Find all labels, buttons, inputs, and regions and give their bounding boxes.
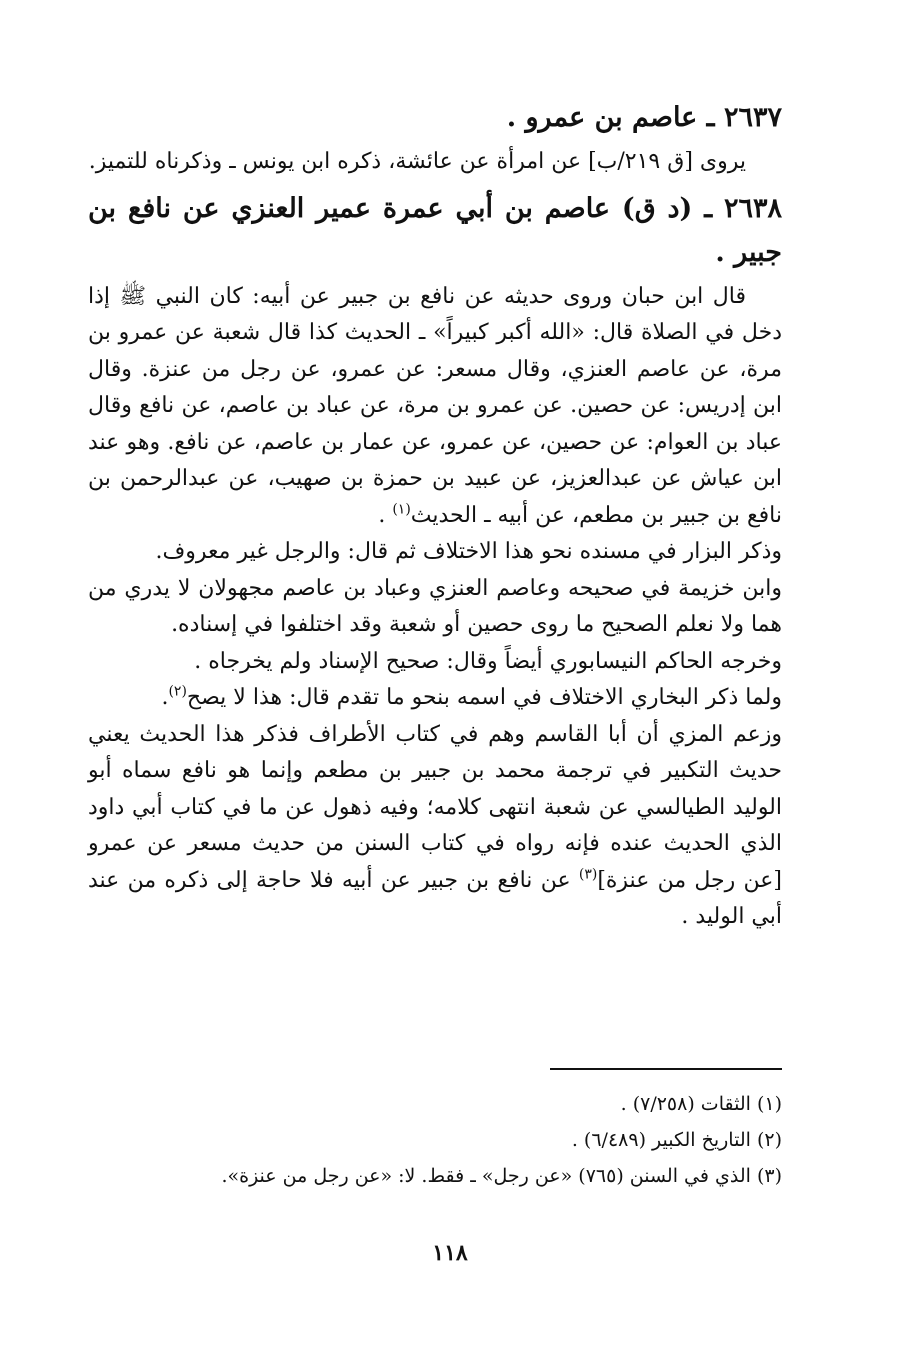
main-text	[88, 96, 782, 936]
entry-2638-paragraph-6-end: عن نافع بن جبير عن أبيه فلا حاجة إلى ذكره من عند أبي الوليد .	[88, 867, 782, 929]
entry-2637-text: يروى [ق ٢١٩/ب] عن امرأة عن عائشة، ذكره ابن يونس ـ وذكرناه للتميز.	[88, 149, 746, 174]
entry-2638-paragraph-6	[88, 717, 782, 936]
entry-2638-paragraph-1-end: .	[378, 502, 393, 528]
entry-2638-paragraph-1-text: قال ابن حبان وروى حديثه عن نافع بن جبير عن أبيه: كان النبي ﷺ إذا دخل في الصلاة قال: «الله أكبر كبيراً» ـ الحديث كذا قال شعبة عن عمرو بن مرة، عن عاصم العنزي، وقال مسعر: عن عمرو، عن رجل من عنزة. وقال ابن إدريس: عن حصين. عن عمرو بن مرة، عن عباد بن عاصم، عن نافع وقال عباد بن العوام: عن حصين، عن عمرو، عن عمار بن عاصم، عن نافع. وهو عند ابن عياش عن عبدالعزيز، عن عبيد بن حمزة بن صهيب، عن عبدالرحمن بن نافع بن جبير بن مطعم، عن أبيه ـ الحديث	[88, 283, 782, 528]
footnote-ref-2: (٢)	[168, 683, 187, 700]
footnote-ref-3: (٣)	[578, 866, 598, 883]
entry-2638-paragraph-5-text: ولما ذكر البخاري الاختلاف في اسمه بنحو ما تقدم قال: هذا لا يصح	[186, 685, 782, 710]
entry-2638-paragraph-4: وخرجه الحاكم النيسابوري أيضاً وقال: صحيح الإسناد ولم يخرجاه .	[194, 648, 782, 674]
footnote-ref-1: (١)	[392, 501, 411, 518]
entry-2638-paragraph-5	[88, 680, 782, 717]
footnotes	[88, 1086, 782, 1194]
entry-2638-paragraph-1	[88, 279, 782, 535]
entry-2637-title: ٢٦٣٧ ـ عاصم بن عمرو .	[506, 102, 782, 133]
entry-2638-paragraph-2: وذكر البزار في مسنده نحو هذا الاختلاف ثم قال: والرجل غير معروف.	[155, 539, 782, 564]
page-number: ١١٨	[432, 1240, 468, 1266]
entry-2638-paragraph-5-end: .	[161, 685, 169, 710]
footnote-2: (٢) التاريخ الكبير (٦/٤٨٩) .	[571, 1129, 782, 1151]
footnote-3: (٣) الذي في السنن (٧٦٥) «عن رجل» ـ فقط. لا: «عن رجل من عنزة».	[221, 1165, 782, 1187]
entry-2638-paragraph-6-text: وزعم المزي أن أبا القاسم وهم في كتاب الأطراف فذكر هذا الحديث يعني حديث التكبير في ترجمة محمد بن جبير بن مطعم وإنما هو نافع سماه أبو الوليد الطيالسي عن شعبة انتهى كلامه؛ وفيه ذهول عن ما في كتاب أبي داود الذي الحديث عنده فإنه رواه في كتاب السنن من حديث مسعر عن عمرو [عن رجل من عنزة]	[88, 721, 783, 893]
footnote-1: (١) الثقات (٧/٢٥٨) .	[620, 1093, 782, 1115]
entry-2638-paragraph-3: وابن خزيمة في صحيحه وعاصم العنزي وعباد بن عاصم مجهولان لا يدري من هما ولا نعلم الصحيح ما روى حصين أو شعبة وقد اختلفوا في إسناده.	[88, 575, 782, 637]
entry-2638-title: ٢٦٣٨ ـ (د ق) عاصم بن أبي عمرة عمير العنزي عن نافع بن جبير .	[88, 192, 782, 268]
footnote-divider	[550, 1068, 782, 1070]
